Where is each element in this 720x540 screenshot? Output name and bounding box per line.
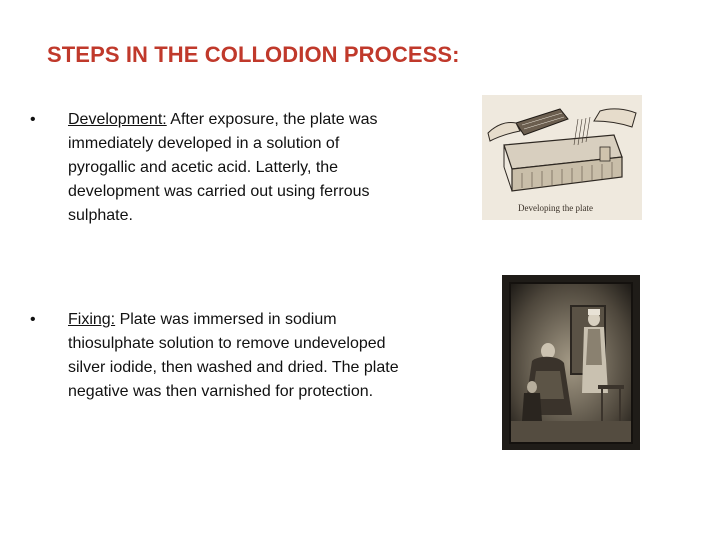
bullet-body: Plate was immersed in sodium thiosulphate solution to remove undeveloped silver iodide, then washed and dried. The plate negative was then varnished for protection. (68, 311, 399, 400)
bullet-text (68, 308, 400, 404)
photograph-illustration (502, 275, 640, 450)
bullet-term: Fixing: (68, 311, 116, 328)
bullet-body: After exposure, the plate was immediately developed in a solution of pyrogallic and acetic acid. Latterly, the development was carried out using ferrous sulphate. (68, 111, 378, 224)
slide-title: STEPS IN THE COLLODION PROCESS: (47, 42, 460, 67)
bullet-marker: • (30, 111, 36, 128)
engraving-caption: Developing the plate (518, 203, 593, 213)
bullet-development (30, 108, 400, 228)
bullet-fixing (30, 308, 400, 404)
bullet-marker: • (30, 311, 36, 328)
collodion-photograph (502, 275, 640, 450)
developing-plate-engraving (482, 95, 642, 220)
bullet-term: Development: (68, 111, 167, 128)
engraving-illustration (482, 95, 642, 220)
bullet-text (68, 108, 400, 228)
